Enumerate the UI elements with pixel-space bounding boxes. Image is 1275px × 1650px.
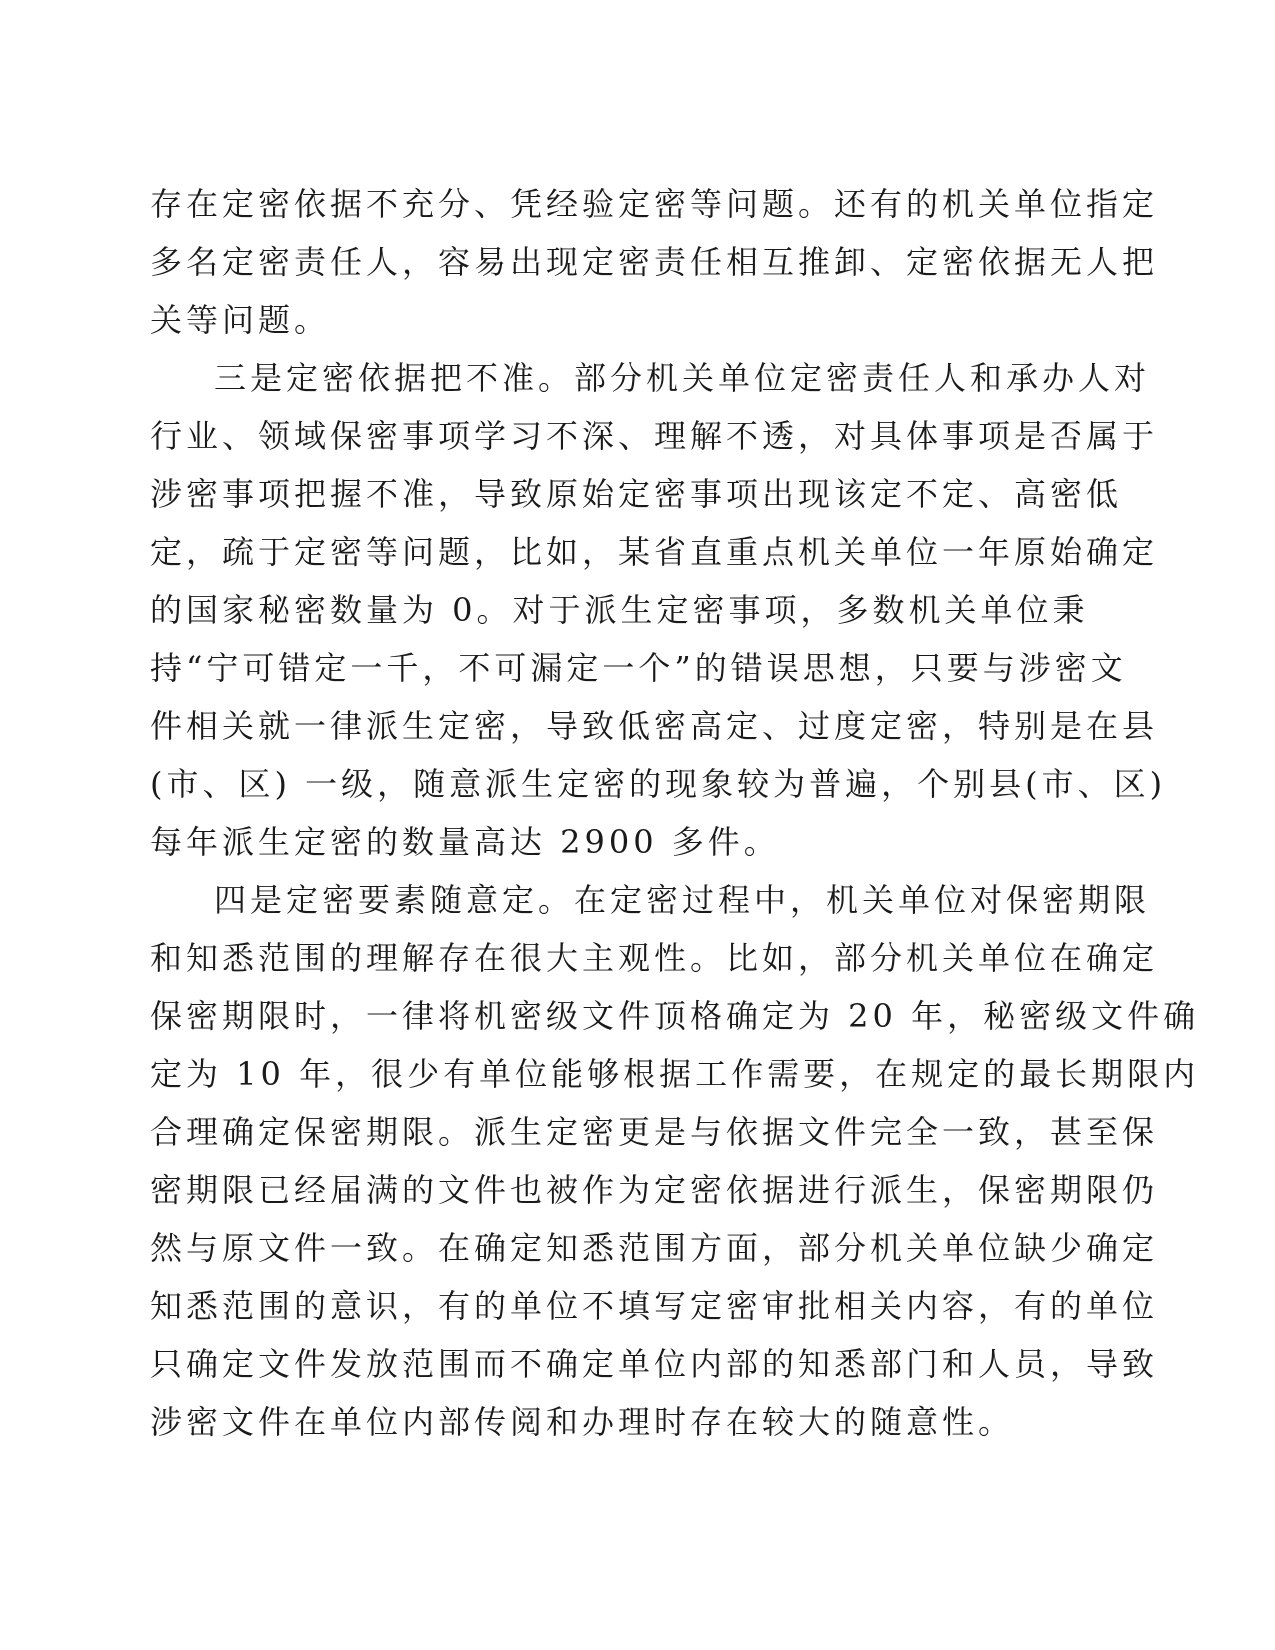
text-line: 只确定文件发放范围而不确定单位内部的知悉部门和人员，导致: [150, 1345, 1159, 1383]
text-line: 持“宁可错定一千，不可漏定一个”的错误思想，只要与涉密文: [150, 649, 1127, 687]
text-line: 的国家秘密数量为 0。对于派生定密事项，多数机关单位秉: [150, 591, 1089, 629]
paragraph-continued: [150, 175, 1159, 349]
text-line: 合理确定保密期限。派生定密更是与依据文件完全一致，甚至保: [150, 1113, 1159, 1151]
text-line: 件相关就一律派生定密，导致低密高定、过度定密，特别是在县: [150, 707, 1159, 745]
text-line: (市、区) 一级，随意派生定密的现象较为普遍，个别县(市、区): [150, 765, 1167, 803]
document-body: [150, 175, 1200, 1451]
text-line: 存在定密依据不充分、凭经验定密等问题。还有的机关单位指定: [150, 185, 1159, 223]
text-line: 每年派生定密的数量高达 2900 多件。: [150, 823, 780, 861]
paragraph-point-three: [150, 349, 1167, 871]
text-line: 保密期限时，一律将机密级文件顶格确定为 20 年，秘密级文件确: [150, 997, 1200, 1035]
text-line: 知悉范围的意识，有的单位不填写定密审批相关内容，有的单位: [150, 1287, 1159, 1325]
text-line-first: 四是定密要素随意定。在定密过程中，机关单位对保密期限: [214, 881, 1151, 919]
paragraph-point-four: [150, 871, 1200, 1451]
text-line-first: 三是定密依据把不准。部分机关单位定密责任人和承办人对: [214, 359, 1151, 397]
text-line: 涉密文件在单位内部传阅和办理时存在较大的随意性。: [150, 1403, 1015, 1441]
text-line: 行业、领域保密事项学习不深、理解不透，对具体事项是否属于: [150, 417, 1159, 455]
text-line: 涉密事项把握不准，导致原始定密事项出现该定不定、高密低: [150, 475, 1123, 513]
text-line: 定为 10 年，很少有单位能够根据工作需要，在规定的最长期限内: [150, 1055, 1200, 1093]
text-line: 密期限已经届满的文件也被作为定密依据进行派生，保密期限仍: [150, 1171, 1159, 1209]
text-line: 然与原文件一致。在确定知悉范围方面，部分机关单位缺少确定: [150, 1229, 1159, 1267]
text-line: 和知悉范围的理解存在很大主观性。比如，部分机关单位在确定: [150, 939, 1159, 977]
text-line: 关等问题。: [150, 301, 331, 339]
text-line: 定，疏于定密等问题，比如，某省直重点机关单位一年原始确定: [150, 533, 1159, 571]
text-line: 多名定密责任人，容易出现定密责任相互推卸、定密依据无人把: [150, 243, 1159, 281]
